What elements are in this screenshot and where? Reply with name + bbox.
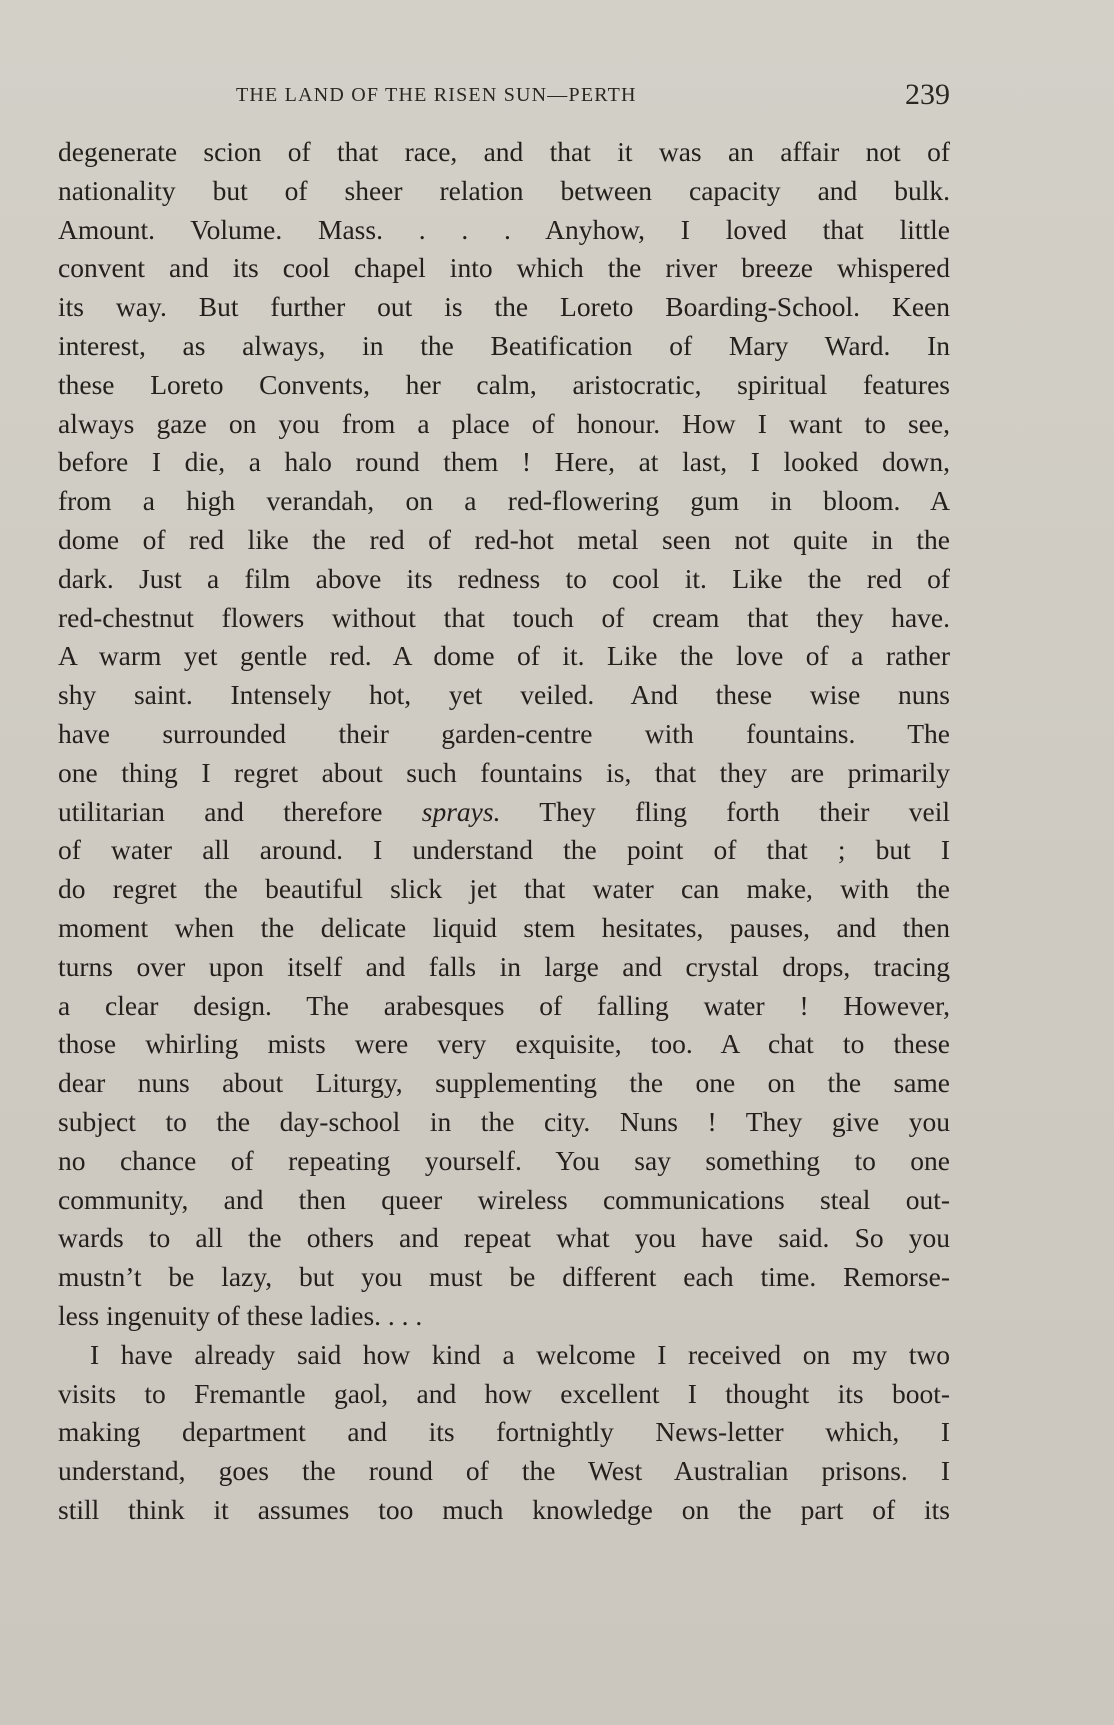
text-line: have surrounded their garden-centre with fountains. The: [58, 717, 950, 749]
text-line: nationality but of sheer relation between capacity and bulk.: [58, 174, 950, 206]
text-line: visits to Fremantle gaol, and how excellent I thought its boot-: [58, 1377, 950, 1409]
text-line: A warm yet gentle red. A dome of it. Like the love of a rather: [58, 640, 950, 672]
text-line: of water all around. I understand the point of that ; but I: [58, 834, 950, 866]
italic-word: sprays.: [421, 795, 501, 827]
text-line: moment when the delicate liquid stem hesitates, pauses, and then: [58, 911, 950, 943]
text-line: mustn’t be lazy, but you must be different each time. Remorse-: [58, 1261, 950, 1293]
text-line: making department and its fortnightly News-letter which, I: [58, 1416, 950, 1448]
text-segment: utilitarian and therefore: [58, 795, 383, 827]
text-line: convent and its cool chapel into which the river breeze whispered: [58, 252, 950, 284]
text-line: understand, goes the round of the West Australian prisons. I: [58, 1455, 950, 1487]
page-number: 239: [905, 78, 950, 111]
paragraph-start-line: I have already said how kind a welcome I received on my two: [90, 1338, 950, 1370]
text-line: dear nuns about Liturgy, supplementing the one on the same: [58, 1067, 950, 1099]
text-line: interest, as always, in the Beatification of Mary Ward. In: [58, 329, 950, 361]
text-line: shy saint. Intensely hot, yet veiled. And these wise nuns: [58, 679, 950, 711]
text-line: do regret the beautiful slick jet that water can make, with the: [58, 873, 950, 905]
text-line: wards to all the others and repeat what you have said. So you: [58, 1222, 950, 1254]
text-line: Amount. Volume. Mass. . . . Anyhow, I loved that little: [58, 213, 950, 245]
text-line: turns over upon itself and falls in large and crystal drops, tracing: [58, 950, 950, 982]
text-line: red-chestnut flowers without that touch of cream that they have.: [58, 601, 950, 633]
text-line-with-italic: [58, 793, 950, 832]
text-line: dark. Just a film above its redness to cool it. Like the red of: [58, 562, 950, 594]
text-line: less ingenuity of these ladies. . . .: [58, 1299, 423, 1331]
body-text: [58, 133, 950, 1530]
text-line: its way. But further out is the Loreto Boarding-School. Keen: [58, 291, 950, 323]
text-line: before I die, a halo round them ! Here, at last, I looked down,: [58, 446, 950, 478]
text-line: these Loreto Convents, her calm, aristocratic, spiritual features: [58, 368, 950, 400]
text-line: no chance of repeating yourself. You say something to one: [58, 1144, 950, 1176]
text-line: dome of red like the red of red-hot metal seen not quite in the: [58, 523, 950, 555]
text-line: still think it assumes too much knowledge on the part of its: [58, 1493, 950, 1525]
text-line: one thing I regret about such fountains is, that they are primarily: [58, 756, 950, 788]
text-line: degenerate scion of that race, and that it was an affair not of: [58, 136, 950, 167]
text-segment: They fling forth their veil: [539, 795, 950, 827]
text-line: subject to the day-school in the city. Nuns ! They give you: [58, 1105, 950, 1137]
page-header: [58, 78, 950, 118]
text-line: from a high verandah, on a red-flowering gum in bloom. A: [58, 485, 950, 517]
text-line: a clear design. The arabesques of falling water ! However,: [58, 989, 950, 1021]
text-line: community, and then queer wireless communications steal out-: [58, 1183, 950, 1215]
text-line: always gaze on you from a place of honour. How I want to see,: [58, 407, 950, 439]
running-title: THE LAND OF THE RISEN SUN—PERTH: [236, 84, 637, 106]
text-line: those whirling mists were very exquisite, too. A chat to these: [58, 1028, 950, 1060]
